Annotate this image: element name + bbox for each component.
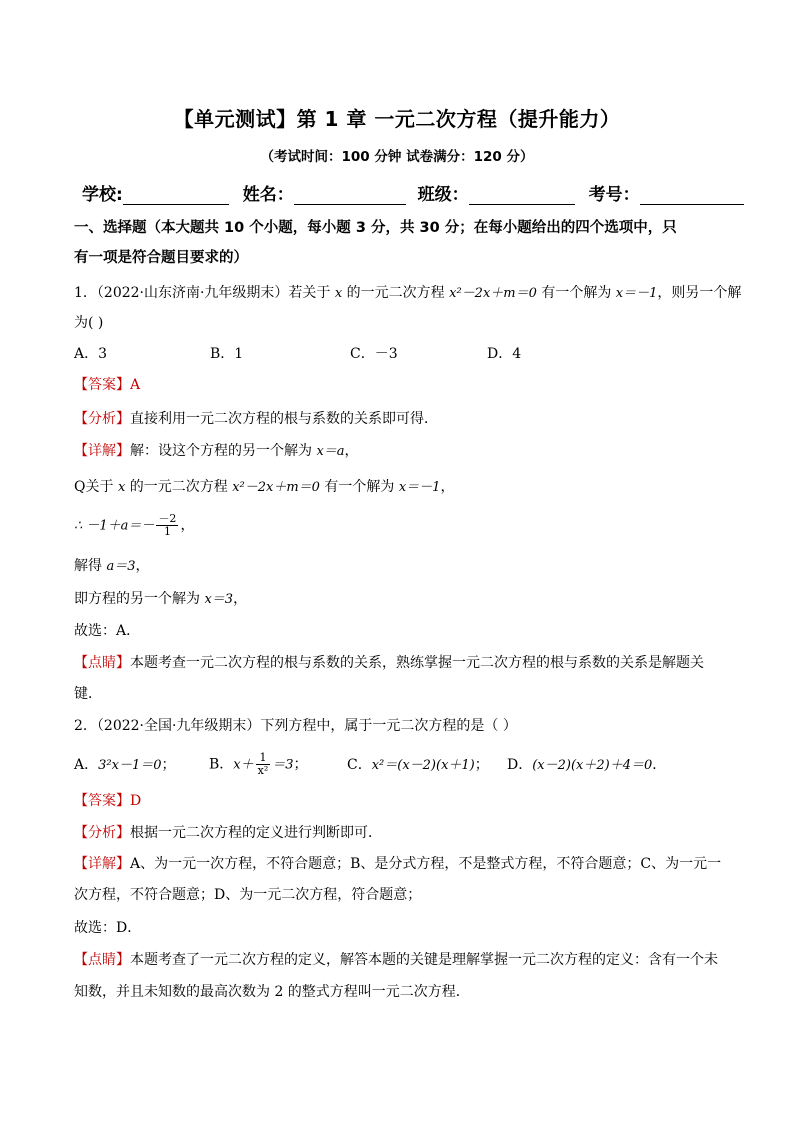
q1-analysis: 【分析】直接利用一元二次方程的根与系数的关系即可得．	[74, 411, 438, 427]
exam-info: （考试时间：100 分钟 试卷满分：120 分）	[260, 149, 534, 165]
q2-option-d: D．(x－2)(x＋2)＋4＝0．	[507, 756, 667, 773]
q1-detail-line3: ∴ －1＋a＝－ $\frac{-2}{1}$ ，	[74, 512, 195, 538]
answer-tag: 【答案】	[74, 377, 130, 393]
q1-option-d: D．4	[487, 346, 522, 362]
q2-answer	[74, 791, 141, 811]
q1-comment-line1: 【点睛】本题考查一元二次方程的根与系数的关系，熟练掌握一元二次方程的根与系数的关系是解题关	[74, 655, 704, 671]
number-label: 考号：	[588, 185, 640, 205]
q1-option-b: B．1	[210, 346, 244, 362]
school-field[interactable]	[123, 185, 229, 205]
name-label: 姓名：	[242, 185, 294, 205]
q1-detail-line6: 故选：A．	[74, 623, 141, 639]
class-label: 班级：	[417, 185, 469, 205]
q2-option-a: A．3²x－1＝0；	[74, 756, 176, 773]
q1-option-a: A．3	[74, 346, 108, 362]
q1-detail-line4: 解得 a＝3，	[74, 558, 150, 574]
analysis-tag: 【分析】	[74, 825, 130, 841]
q1-stem-line2: 为( )	[74, 315, 104, 331]
section-heading-line2: 有一项是符合题目要求的）	[74, 250, 248, 266]
answer-value: A	[130, 377, 141, 393]
q2-option-c: C．x²＝(x－2)(x＋1)；	[347, 756, 489, 773]
section-heading-line1: 一、选择题（本大题共 10 个小题，每小题 3 分，共 30 分；在每小题给出的四个选项中，只	[74, 220, 677, 236]
q1-options	[74, 344, 521, 364]
q2-comment-line2: 知数，并且未知数的最高次数为 2 的整式方程叫一元二次方程．	[74, 984, 470, 1000]
q1-stem-line1: 1．（2022·山东济南·九年级期末）若关于 x 的一元二次方程 x²－2x＋m＝0 有一个解为 x＝－1，则另一个解	[74, 285, 742, 301]
q2-comment-line1: 【点睛】本题考查了一元二次方程的定义，解答本题的关键是理解掌握一元二次方程的定义：含有一个未	[74, 952, 718, 968]
q2-detail-line3: 故选：D．	[74, 920, 142, 936]
analysis-tag: 【分析】	[74, 411, 130, 427]
q1-option-c: C．－3	[350, 346, 398, 362]
q2-option-b: B．x＋ $\frac{1}{\text{x²}}$ ＝3；	[209, 751, 308, 777]
q2-detail-line2: 次方程，不符合题意；D、为一元二次方程，符合题意；	[74, 887, 422, 903]
q2-analysis: 【分析】根据一元二次方程的定义进行判断即可．	[74, 825, 382, 841]
answer-value: D	[130, 793, 142, 809]
q2-options	[74, 752, 666, 777]
name-field[interactable]	[294, 185, 406, 205]
q1-comment-line2: 键．	[74, 686, 102, 702]
detail-tag: 【详解】	[74, 443, 130, 459]
q2-stem: 2．（2022·全国·九年级期末）下列方程中，属于一元二次方程的是（ ）	[74, 718, 517, 734]
answer-tag: 【答案】	[74, 793, 130, 809]
q1-answer	[74, 375, 140, 395]
number-field[interactable]	[640, 185, 744, 205]
detail-tag: 【详解】	[74, 856, 130, 872]
q1-detail-line5: 即方程的另一个解为 x＝3，	[74, 591, 248, 607]
comment-tag: 【点睛】	[74, 952, 130, 968]
page-title: 【单元测试】第 1 章 一元二次方程（提升能力）	[173, 107, 621, 131]
q1-detail-line2: Q关于 x 的一元二次方程 x²－2x＋m＝0 有一个解为 x＝－1，	[74, 479, 455, 495]
q2-detail-line1: 【详解】A、为一元一次方程，不符合题意；B、是分式方程，不是整式方程，不符合题意；C、为一元一	[74, 856, 722, 872]
school-label: 学校:	[82, 185, 123, 205]
q1-detail-line1: 【详解】解：设这个方程的另一个解为 x＝a，	[74, 443, 359, 459]
comment-tag: 【点睛】	[74, 655, 130, 671]
class-field[interactable]	[469, 185, 575, 205]
student-info-row	[82, 180, 722, 205]
fraction: $\frac{-2}{1}$	[158, 512, 177, 538]
